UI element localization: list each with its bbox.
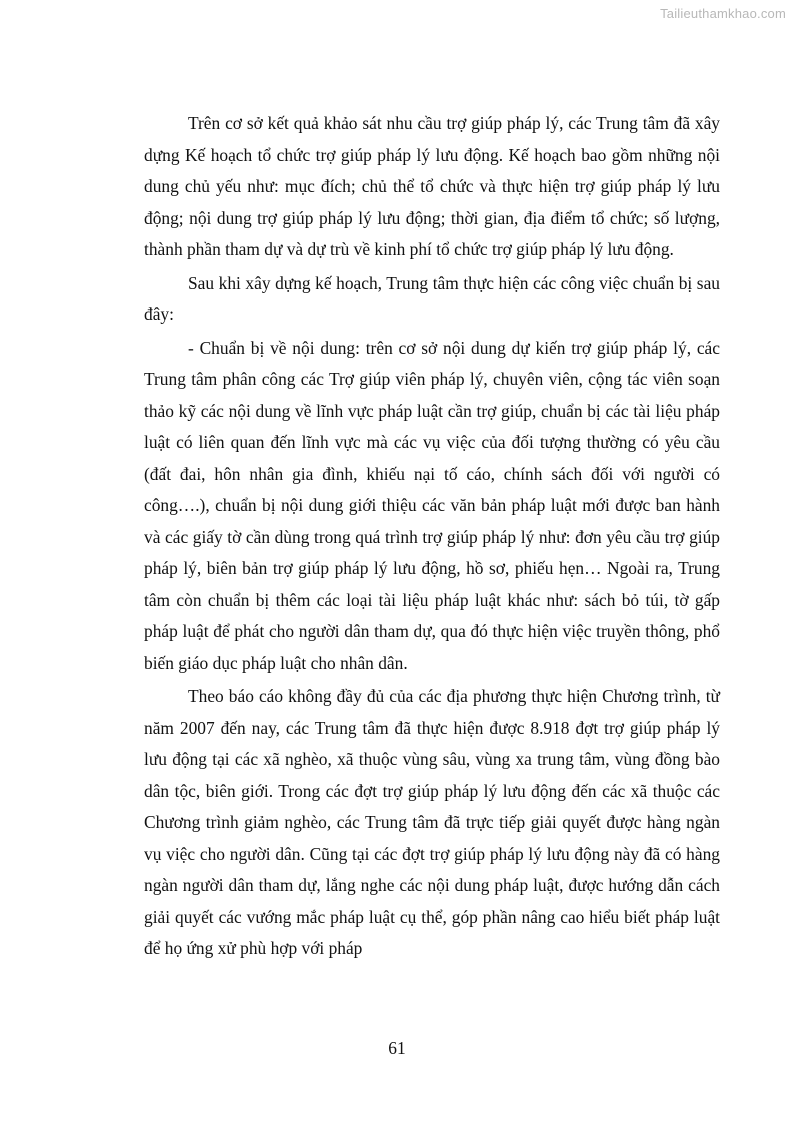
paragraph-content-preparation: - Chuẩn bị về nội dung: trên cơ sở nội dung dự kiến trợ giúp pháp lý, các Trung tâm phân công các Trợ giúp viên pháp lý, chuyên viên, cộng tác viên soạn thảo kỹ các nội dung về lĩnh vực pháp luật cần trợ giúp, chuẩn bị các tài liệu pháp luật có liên quan đến lĩnh vực mà các vụ việc của đối tượng thường có yêu cầu (đất đai, hôn nhân gia đình, khiếu nại tố cáo, chính sách đối với người có công….), chuẩn bị nội dung giới thiệu các văn bản pháp luật mới được ban hành và các giấy tờ cần dùng trong quá trình trợ giúp pháp lý như: đơn yêu cầu trợ giúp pháp lý, biên bản trợ giúp pháp lý lưu động, hồ sơ, phiếu hẹn… Ngoài ra, Trung tâm còn chuẩn bị thêm các loại tài liệu pháp luật khác như: sách bỏ túi, tờ gấp pháp luật để phát cho người dân tham dự, qua đó thực hiện việc truyền thông, phổ biến giáo dục pháp luật cho nhân dân. xyxy=(144,337,720,673)
page-body xyxy=(144,108,720,967)
paragraph-report-results: Theo báo cáo không đầy đủ của các địa phương thực hiện Chương trình, từ năm 2007 đến nay, các Trung tâm đã thực hiện được 8.918 đợt trợ giúp pháp lý lưu động tại các xã nghèo, xã thuộc vùng sâu, vùng xa trung tâm, vùng đồng bào dân tộc, biên giới. Trong các đợt trợ giúp pháp lý lưu động đến các xã thuộc các Chương trình giảm nghèo, các Trung tâm đã trực tiếp giải quyết được hàng ngàn vụ việc cho người dân. Cũng tại các đợt trợ giúp pháp lý lưu động này đã có hàng ngàn người dân tham dự, lắng nghe các nội dung pháp luật, được hướng dẫn cách giải quyết các vướng mắc pháp luật cụ thể, góp phần nâng cao hiểu biết pháp luật để họ ứng xử phù hợp với pháp xyxy=(144,686,720,958)
page-number: 61 xyxy=(388,1038,406,1058)
paragraph-plan: Trên cơ sở kết quả khảo sát nhu cầu trợ giúp pháp lý, các Trung tâm đã xây dựng Kế hoạch tổ chức trợ giúp pháp lý lưu động. Kế hoạch bao gồm những nội dung chủ yếu như: mục đích; chủ thể tổ chức và thực hiện trợ giúp pháp lý lưu động; nội dung trợ giúp pháp lý lưu động; thời gian, địa điểm tổ chức; số lượng, thành phần tham dự và dự trù về kinh phí tổ chức trợ giúp pháp lý lưu động. xyxy=(144,113,720,259)
watermark: Tailieuthamkhao.com xyxy=(660,6,786,21)
paragraph-preparation-intro: Sau khi xây dựng kế hoạch, Trung tâm thực hiện các công việc chuẩn bị sau đây: xyxy=(144,272,720,324)
